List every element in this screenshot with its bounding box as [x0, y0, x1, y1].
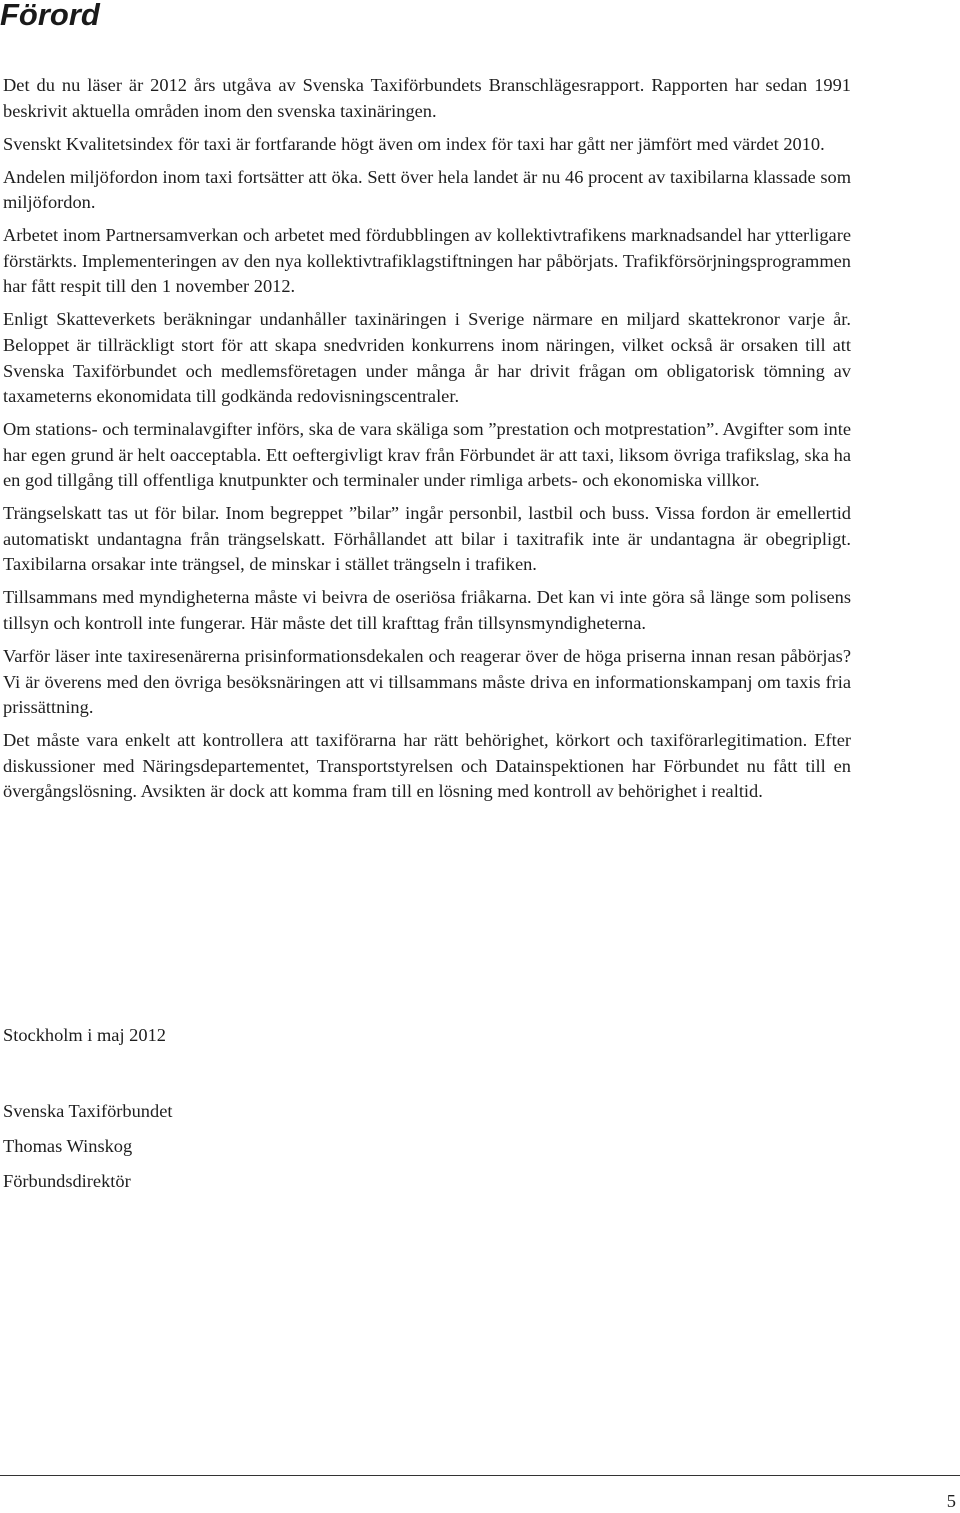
signoff-place-date: Stockholm i maj 2012	[3, 1025, 166, 1045]
signature-name: Thomas Winskog	[3, 1136, 133, 1156]
paragraph-quality-index: Svenskt Kvalitetsindex för taxi är fortfarande högt även om index för taxi har gått ner jämfört med värdet 2010.	[3, 133, 825, 154]
paragraph-congestion-tax: Trängselskatt tas ut för bilar. Inom begreppet ”bilar” ingår personbil, lastbil och buss. Vissa fordon är emellertid automatiskt undantagna från trängselskatt. Förhållandet att bilar i taxitrafik inte är undantagna är obegripligt. Taxibilarna orsakar inte trängsel, de minskar i stället trängseln i trafiken.	[3, 503, 851, 575]
paragraph-partnership: Arbetet inom Partnersamverkan och arbetet med fördubblingen av kollektivtrafikens marknadsandel har ytterligare förstärkts. Implementeringen av den nya kollektivtrafiklagstiftningen har påbörjats. Trafikförsörjningsprogrammen har fått respit till den 1 november 2012.	[3, 225, 851, 297]
paragraph-tax-evasion: Enligt Skatteverkets beräkningar undanhåller taxinäringen i Sverige närmare en miljard skattekronor varje år. Beloppet är tillräckligt stort för att skapa snedvriden konkurrens inom näringen, vilket också är orsaken till att Svenska Taxiförbundet och medlemsföretagen under många år har drivit frågan om obligatorisk tömning av taxameterns ekonomidata till godkända redovisningscentraler.	[3, 309, 851, 407]
paragraph-illegal-taxis: Tillsammans med myndigheterna måste vi beivra de oseriösa friåkarna. Det kan vi inte göra så länge som polisens tillsyn och kontroll inte fungerar. Här måste det till krafttag från tillsynsmyndigheterna.	[3, 587, 851, 634]
paragraph-intro: Det du nu läser är 2012 års utgåva av Svenska Taxiförbundets Branschlägesrapport. Rapporten har sedan 1991 beskrivit aktuella områden inom den svenska taxinäringen.	[3, 75, 851, 121]
paragraph-terminal-fees: Om stations- och terminalavgifter införs, ska de vara skäliga som ”prestation och motprestation”. Avgifter som inte har egen grund är helt oacceptabla. Ett oeftergivligt krav från Förbundet är att taxi, liksom övriga trafikslag, ska ha en god tillgång till offentliga knutpunkter och terminaler under rimliga arbets- och ekonomiska villkor.	[3, 419, 851, 491]
signature-block	[3, 1094, 172, 1199]
signature-role: Förbundsdirektör	[3, 1171, 131, 1191]
page-title: Förord	[0, 0, 100, 32]
paragraph-price-info: Varför läser inte taxiresenärerna prisinformationsdekalen och reagerar över de höga priserna innan resan påbörjas? Vi är överens med den övriga besöksnäringen att vi tillsammans måste driva en informationskampanj om taxis fria prissättning.	[3, 646, 851, 718]
paragraph-eco-vehicles: Andelen miljöfordon inom taxi fortsätter att öka. Sett över hela landet är nu 46 procent av taxibilarna klassade som miljöfordon.	[3, 166, 851, 213]
page-number: 5	[946, 1491, 956, 1511]
footer-divider	[0, 1475, 960, 1476]
paragraph-driver-licensing: Det måste vara enkelt att kontrollera att taxiförarna har rätt behörighet, körkort och taxiförarlegitimation. Efter diskussioner med Näringsdepartementet, Transportstyrelsen och Datainspektionen har Förbundet nu fått till en övergångslösning. Avsikten är dock att komma fram till en lösning med kontroll av behörighet i realtid.	[3, 730, 851, 802]
body-text	[3, 73, 851, 812]
signature-organization: Svenska Taxiförbundet	[3, 1101, 173, 1121]
